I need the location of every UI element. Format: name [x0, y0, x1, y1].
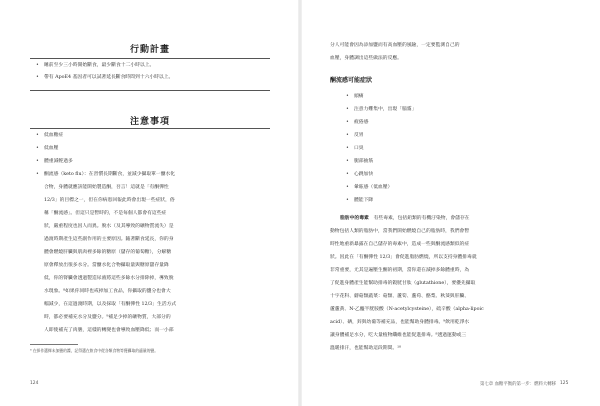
- notes-item: 低血糖症: [44, 133, 64, 138]
- keto-flu-line: 人即使補充了肉膳，這樣的轉變也會導致血壓降低；而一小部: [44, 328, 174, 333]
- para-line: 非常重要，尤其是遍壓生酮的初期，當你還在減掉多餘體重時，為: [330, 268, 470, 273]
- bullet-icon: •: [36, 63, 39, 68]
- notes-top-rule: [30, 128, 270, 129]
- bullet-icon: •: [36, 133, 39, 138]
- keto-flu-line: 稱「酮流感」。但這只是暫時的，不是每個人都會有這些症: [44, 211, 167, 216]
- keto-flu-line: 幅減少，在這過渡時期，以及採取「有酮彈性 12/3」生活方式: [44, 302, 177, 307]
- footnote-rule: [30, 344, 78, 345]
- para-line: 了促進身體產生能幫助排毒的穀胱甘肽（glutathione），要優先攝取: [330, 281, 476, 286]
- bullet-icon: •: [36, 172, 39, 177]
- footnote: ⁸ 在採作選擇未加鹽的醬，記得選在飲食中從各類食物等獲攝取的適量的鹽。: [30, 348, 159, 353]
- action-plan-item: 帶有 ApoE4 基因者可以試著延長斷食時間到十六小時以上。: [44, 75, 174, 80]
- symptom-item: 腿部抽筋: [354, 159, 374, 164]
- action-plan-title: 行動計畫: [129, 45, 170, 55]
- para-line: 時性地重新暴露在自己儲存的毒素中，造成一些與酮流感類似的症: [330, 242, 470, 247]
- para-line: 十字花科、蘑菇類蔬菜：菇類、蘆筍、蘆荀、酪梨、秋葵與肝臟、: [330, 294, 470, 299]
- symptom-item: 頭痛: [354, 94, 364, 99]
- bullet-icon: •: [346, 120, 349, 125]
- intro-line: 分人可能會因為添加鹽而有高血壓的風險，一定要監測自己的: [330, 43, 460, 48]
- symptom-item: 反胃: [354, 133, 364, 138]
- keto-flu-line: 體會燃燒肝臟與肌肉裡多餘的糖原（儲存的葡萄糖），分解糖: [44, 250, 172, 255]
- notes-item: 體重減輕過多: [44, 159, 73, 164]
- para-line: 讓身體補足水分，吃大量植物纖維也能促進排毒。⁸透過運動或三: [330, 333, 467, 338]
- right-page: [300, 0, 600, 406]
- symptom-item: 體能下降: [354, 198, 374, 203]
- keto-flu-line: 原會釋放出很多水分。當醣水化合物攝取量與糖原儲存量降: [44, 263, 169, 268]
- bullet-icon: •: [346, 159, 349, 164]
- bullet-icon: •: [346, 94, 349, 99]
- para-line: acid）、硒，鋅與幼葡等補充品，也能幫助身體排毒。⁹飲用乾淨水: [330, 320, 470, 325]
- symptoms-heading: 酮流感可能症狀: [330, 77, 373, 84]
- symptom-item: 暈眩感（低血壓）: [354, 185, 393, 190]
- running-head: 第七章 血糖平衡的第一步：燃料大轉移: [480, 382, 557, 387]
- keto-flu-line: 狀，嚴重程度也因人而異。脫水（及其導致的礦物質流失）是: [44, 224, 174, 229]
- keto-flu-line: 時，都必要補充水分及鹽分。⁹補足少掉的礦物質，大部分的: [44, 315, 171, 320]
- para-line: 狀。因此在「有酮彈性 12/3」會促進脂肪燃燒，所以支持身體排毒就: [330, 255, 477, 260]
- page-number: 124: [30, 381, 39, 386]
- page-number: 125: [560, 381, 569, 386]
- keto-flu-line: 12/3」的目標之一，但在你病患回報此時會出現一些症狀，俗: [44, 198, 175, 203]
- para-line: 有些毒素，包括鉛類的有機汙染物，會儲存在: [373, 216, 470, 221]
- bullet-icon: •: [36, 146, 39, 151]
- action-plan-item: 睡前至少三小時開始斷食，最少斷食十二小時以上。: [44, 63, 155, 68]
- keto-flu-line: 過渡時期產生這些副作用的主要原因。隨著斷食延長，你的身: [44, 237, 174, 242]
- symptom-item: 口臭: [354, 146, 364, 151]
- action-plan-bottom-rule: [30, 90, 270, 91]
- para-line: 動物包括人類的脂肪中，當我們開始燃燒自己的脂肪時，我們會暫: [330, 229, 470, 234]
- keto-flu-line: 水現象。⁸如果你同時也戒掉加工食品，你攝取的鹽分也會大: [44, 289, 171, 294]
- para-first-line: [340, 215, 470, 222]
- para-lead: 脂肪中的毒素: [340, 216, 369, 221]
- bullet-icon: •: [36, 75, 39, 80]
- keto-flu-line: 合物，身體就應該能開始製造酮，吾言！這就是「有酮彈性: [44, 185, 169, 190]
- bullet-icon: •: [36, 159, 39, 164]
- notes-title: 注意事項: [129, 117, 170, 127]
- bullet-icon: •: [346, 198, 349, 203]
- bullet-icon: •: [346, 146, 349, 151]
- bullet-icon: •: [346, 185, 349, 190]
- bullet-icon: •: [346, 133, 349, 138]
- intro-line: 血壓，身體調出這些做法的反應。: [330, 56, 402, 61]
- keto-flu-line: 酮流感（keto flu）：在習慣長期斷食，並減少攝取單一醣水化: [44, 172, 176, 177]
- symptom-item: 注意力難集中，出現「腦霧」: [354, 107, 417, 112]
- symptom-item: 心跳加快: [354, 172, 374, 177]
- symptom-item: 疲倦感: [354, 120, 369, 125]
- para-line: 蘆蘆黃、N-乙醯半胱胺酸（N-acetylcysteine），硫辛酸（alpha-lipoic: [330, 307, 484, 312]
- para-line: 溫暖排汗，也能幫助這段期間。¹⁰: [330, 346, 402, 351]
- action-plan-top-rule: [30, 58, 270, 59]
- bullet-icon: •: [346, 107, 349, 112]
- bullet-icon: •: [346, 172, 349, 177]
- notes-item: 低血壓: [44, 146, 59, 151]
- keto-flu-line: 低，你的腎臟會透過製造尿液將這些多餘水分排除掉，導致脫: [44, 276, 174, 281]
